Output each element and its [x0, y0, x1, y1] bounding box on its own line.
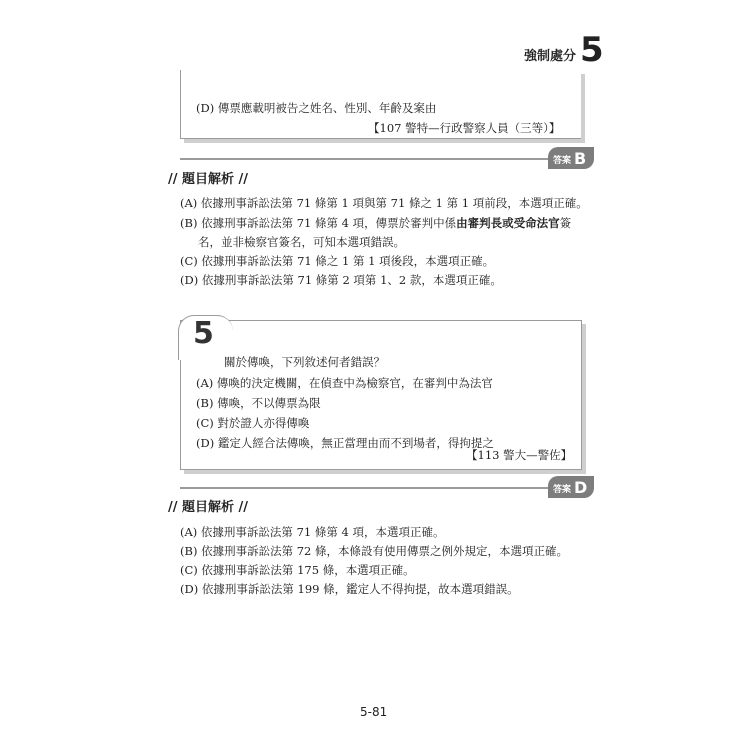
chapter-number: 5 — [580, 30, 604, 70]
analysis-heading-1: // 題目解析 // — [168, 172, 249, 187]
q5-source: 【113 警大—警佐】 — [466, 448, 573, 462]
analysis1-line-d: (D) 依據刑事訴訟法第 71 條第 2 項第 1、2 款，本選項正確。 — [180, 273, 502, 287]
analysis1-line-b-bold: 由審判長或受命法官 — [456, 216, 560, 230]
analysis1-line-b — [180, 215, 571, 231]
analysis2-line-a: (A) 依據刑事訴訟法第 71 條第 4 項，本選項正確。 — [180, 525, 445, 539]
analysis1-line-b-part2: 簽 — [559, 216, 572, 230]
analysis1-line-b-part1: (B) 依據刑事訴訟法第 71 條第 4 項，傳票於審判中係 — [180, 216, 457, 230]
answer-divider-2 — [180, 487, 580, 489]
answer-badge-q4 — [548, 147, 594, 169]
analysis1-line-b-cont: 名，並非檢察官簽名，可知本選項錯誤。 — [198, 235, 405, 249]
answer-label: 答案 — [553, 485, 572, 495]
analysis1-line-a: (A) 依據刑事訴訟法第 71 條第 1 項與第 71 條之 1 第 1 項前段，本選項正確。 — [180, 196, 588, 210]
answer-value: D — [574, 478, 588, 497]
analysis2-line-d: (D) 依據刑事訴訟法第 199 條，鑑定人不得拘提，故本選項錯誤。 — [180, 582, 519, 596]
answer-label: 答案 — [553, 156, 572, 166]
q5-stem: 關於傳喚，下列敘述何者錯誤？ — [224, 355, 385, 369]
q5-option-b: (B) 傳喚，不以傳票為限 — [196, 396, 321, 410]
chapter-title: 強制處分 — [524, 49, 577, 64]
q5-option-d: (D) 鑑定人經合法傳喚，無正當理由而不到場者，得拘提之 — [196, 436, 494, 450]
question-number: 5 — [193, 316, 214, 351]
answer-badge-q5 — [548, 476, 594, 498]
analysis2-line-c: (C) 依據刑事訴訟法第 175 條，本選項正確。 — [180, 563, 415, 577]
answer-divider-1 — [180, 158, 580, 160]
analysis-heading-2: // 題目解析 // — [168, 500, 249, 515]
q4-option-d: (D) 傳票應載明被告之姓名、性別、年齡及案由 — [196, 101, 437, 115]
q4-source: 【107 警特—行政警察人員（三等）】 — [368, 121, 561, 135]
analysis2-line-b: (B) 依據刑事訴訟法第 72 條，本條設有使用傳票之例外規定，本選項正確。 — [180, 544, 569, 558]
analysis1-line-c: (C) 依據刑事訴訟法第 71 條之 1 第 1 項後段，本選項正確。 — [180, 254, 495, 268]
q5-option-a: (A) 傳喚的決定機關，在偵查中為檢察官，在審判中為法官 — [196, 376, 493, 390]
q5-option-c: (C) 對於證人亦得傳喚 — [196, 416, 310, 430]
answer-value: B — [574, 149, 587, 168]
page-number: 5-81 — [360, 705, 388, 719]
